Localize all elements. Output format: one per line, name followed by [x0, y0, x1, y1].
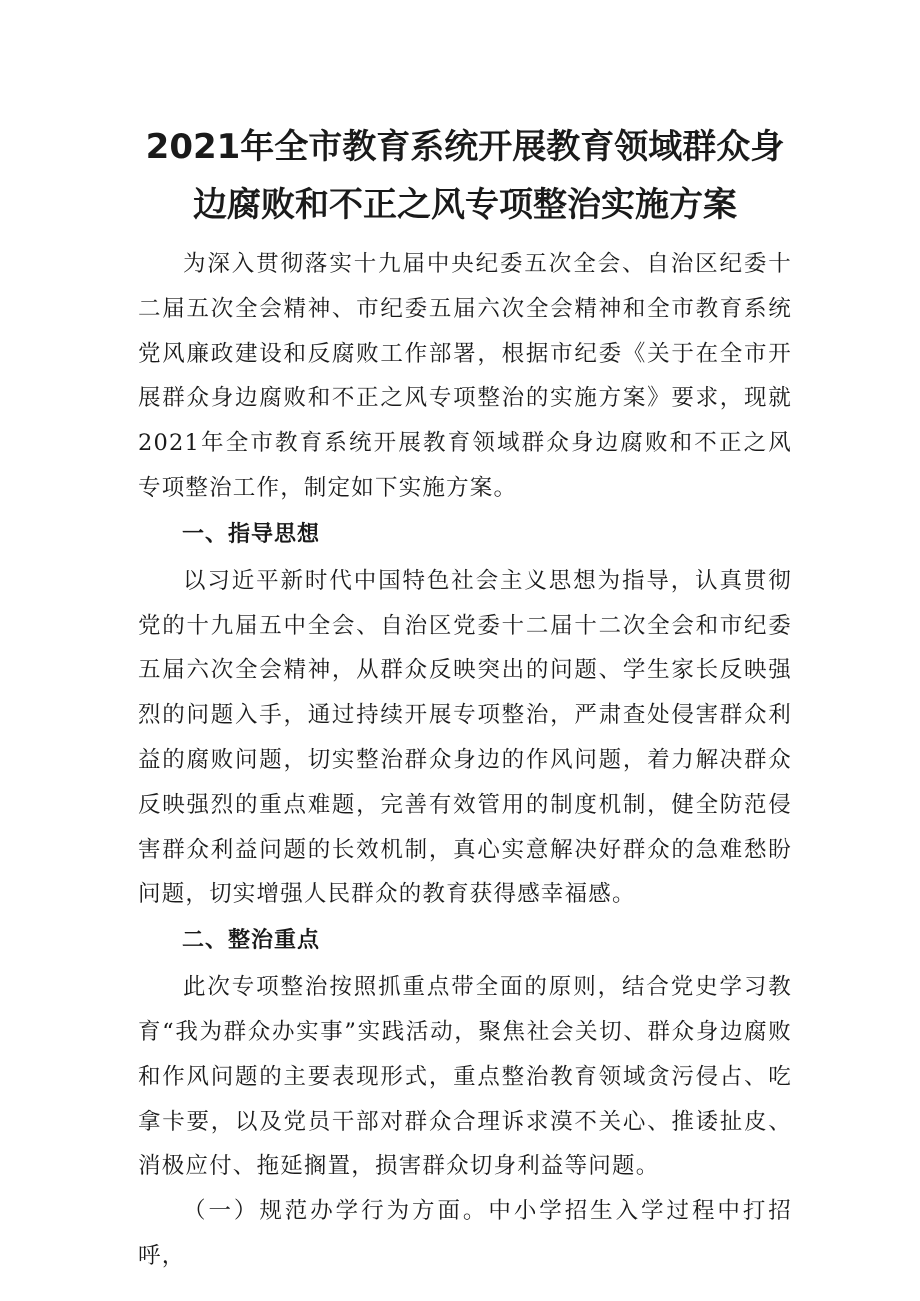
- key-points-paragraph: 此次专项整治按照抓重点带全面的原则，结合党史学习教育“我为群众办实事”实践活动，聚焦社会关切、群众身边腐败和作风问题的主要表现形式，重点整治教育领域贪污侵占、吃拿卡要，以及党员干部对群众合理诉求漠不关心、推诿扯皮、消极应付、拖延搁置，损害群众切身利益等问题。: [138, 974, 792, 1180]
- guiding-ideology-paragraph: 以习近平新时代中国特色社会主义思想为指导，认真贯彻党的十九届五中全会、自治区党委十二届十二次全会和市纪委五届六次全会精神，从群众反映突出的问题、学生家长反映强烈的问题入手，通过持续开展专项整治，严肃查处侵害群众利益的腐败问题，切实整治群众身边的作风问题，着力解决群众反映强烈的重点难题，完善有效管用的制度机制，健全防范侵害群众利益问题的长效机制，真心实意解决好群众的急难愁盼问题，切实增强人民群众的教育获得感幸福感。: [138, 567, 792, 908]
- document-title: [138, 118, 792, 234]
- title-line-1: 2021年全市教育系统开展教育领域群众身: [145, 127, 785, 167]
- section-heading-guiding-ideology: 一、指导思想: [182, 521, 321, 547]
- section-heading-key-points: 二、整治重点: [182, 928, 321, 954]
- intro-paragraph: 为深入贯彻落实十九届中央纪委五次全会、自治区纪委十二届五次全会精神、市纪委五届六次全会精神和全市教育系统党风廉政建设和反腐败工作部署，根据市纪委《关于在全市开展群众身边腐败和不正之风专项整治的实施方案》要求，现就2021年全市教育系统开展教育领域群众身边腐败和不正之风专项整治工作，制定如下实施方案。: [138, 251, 792, 501]
- title-line-2: 边腐败和不正之风专项整治实施方案: [193, 185, 737, 225]
- key-points-item-1: （一）规范办学行为方面。中小学招生入学过程中打招呼，: [138, 1198, 792, 1269]
- document-body: [138, 242, 792, 1279]
